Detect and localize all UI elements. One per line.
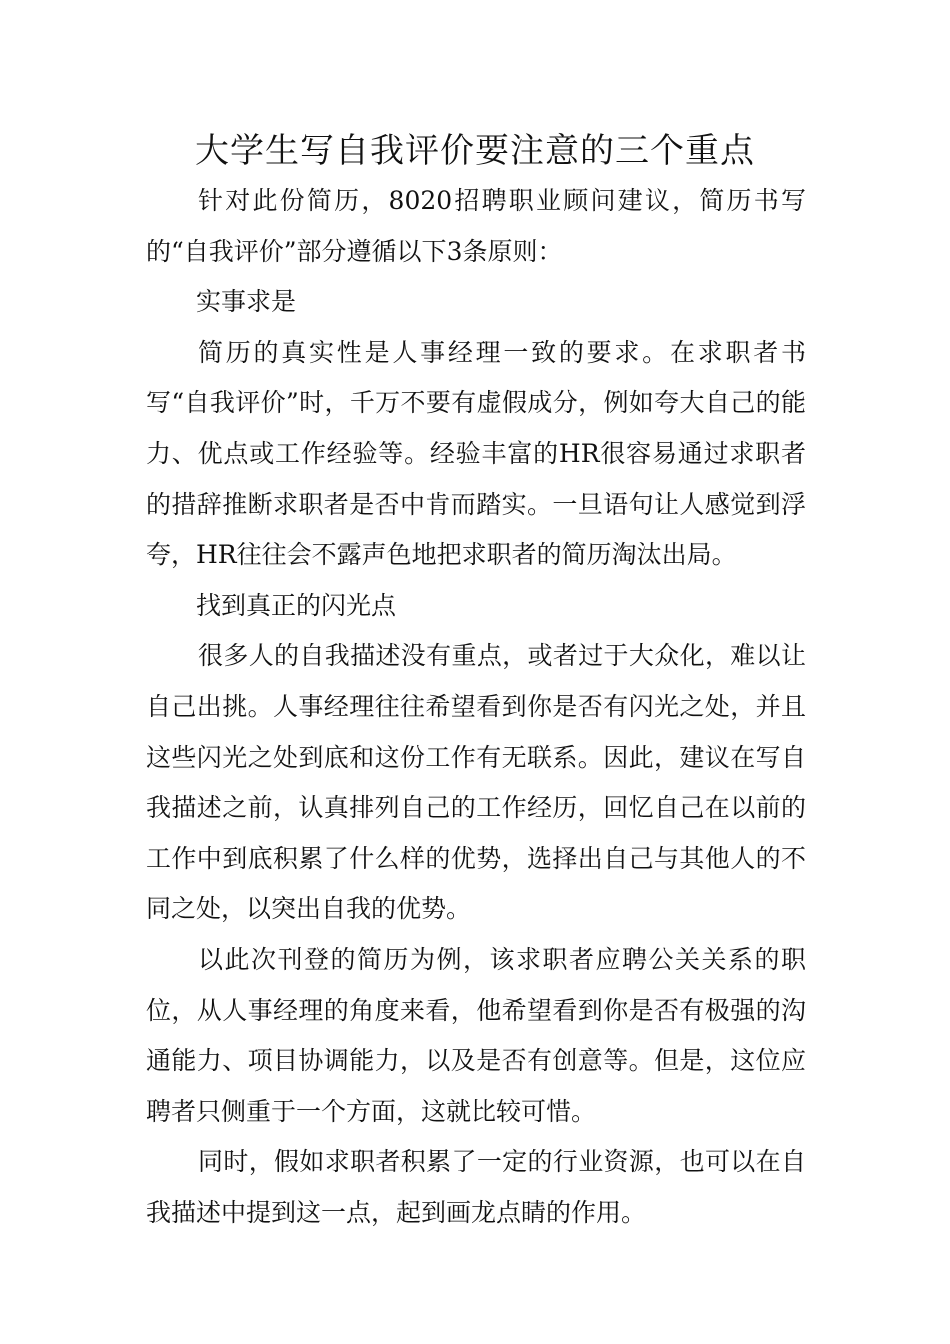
truthful-paragraph: 简历的真实性是人事经理一致的要求。在求职者书写“自我评价”时，千万不要有虚假成分，例如夸大自己的能力、优点或工作经验等。经验丰富的HR很容易通过求职者的措辞推断求职者是否中肯而踏实。一旦语句让人感觉到浮夸，HR往往会不露声色地把求职者的简历淘汰出局。 — [146, 337, 806, 570]
intro-paragraph: 针对此份简历，8020招聘职业顾问建议，简历书写的“自我评价”部分遵循以下3条原则： — [146, 186, 806, 266]
section-heading-highlight: 找到真正的闪光点 — [196, 590, 397, 620]
section-heading-truthful: 实事求是 — [196, 287, 297, 317]
document-body — [146, 176, 806, 1238]
example-paragraph: 以此次刊登的简历为例，该求职者应聘公关关系的职位，从人事经理的角度来看，他希望看到你是否有极强的沟通能力、项目协调能力，以及是否有创意等。但是，这位应聘者只侧重于一个方面，这就比较可惜。 — [146, 944, 806, 1126]
resources-paragraph: 同时，假如求职者积累了一定的行业资源，也可以在自我描述中提到这一点，起到画龙点睛的作用。 — [146, 1147, 806, 1227]
document-title: 大学生写自我评价要注意的三个重点 — [195, 131, 755, 171]
highlight-paragraph: 很多人的自我描述没有重点，或者过于大众化，难以让自己出挑。人事经理往往希望看到你是否有闪光之处，并且这些闪光之处到底和这份工作有无联系。因此，建议在写自我描述之前，认真排列自己的工作经历，回忆自己在以前的工作中到底积累了什么样的优势，选择出自己与其他人的不同之处，以突出自我的优势。 — [146, 641, 806, 924]
